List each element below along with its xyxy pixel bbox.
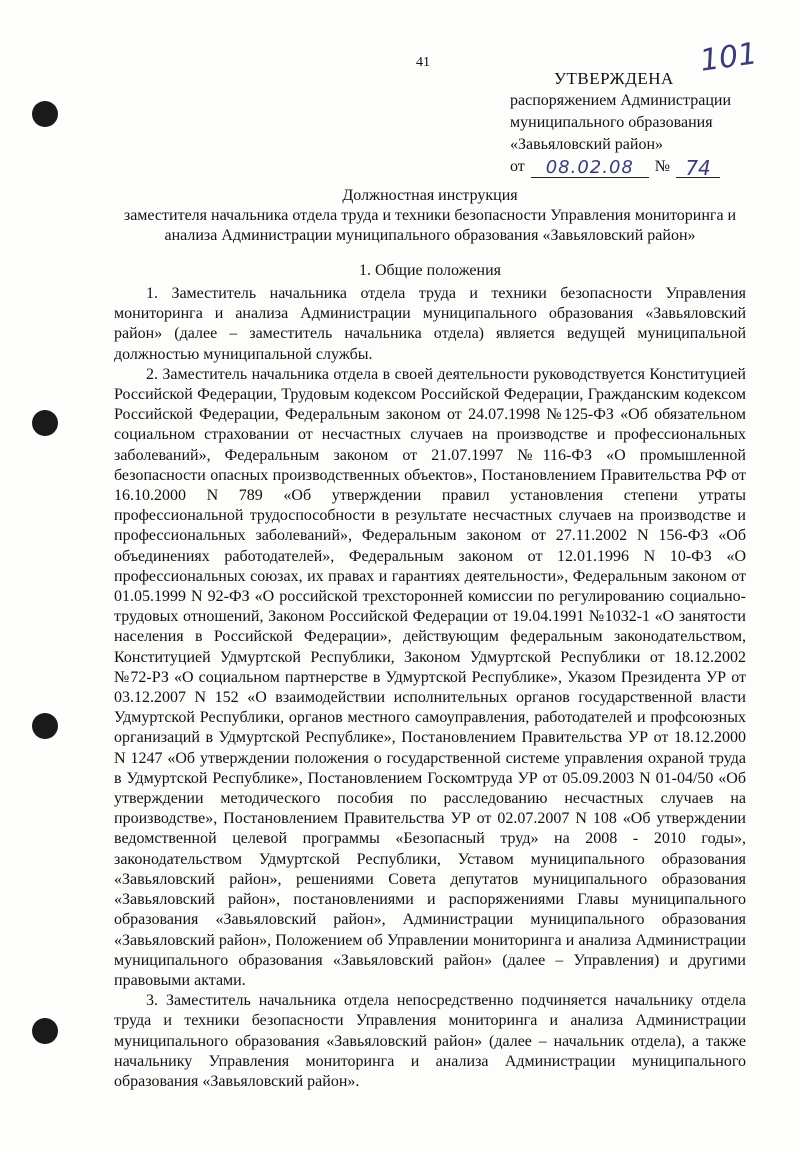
paragraph: 3. Заместитель начальника отдела непосредственно подчиняется начальнику отдела труда и техники безопасности Управления мониторинга и анализа Администрации муниципального образования «Завьяловский район» (далее – начальник отдела), а также начальнику Управления мониторинга и анализа Администрации муниципального образования «Завьяловский район». [114, 992, 746, 1090]
document-body [114, 284, 746, 1092]
approval-date-row [510, 156, 790, 178]
section-title: 1. Общие положения [358, 262, 502, 279]
punch-hole [32, 101, 58, 127]
handwritten-mark: 101 [697, 36, 760, 79]
approval-block [510, 68, 790, 178]
number-label: № [654, 158, 671, 175]
document-title: Должностная инструкция [342, 187, 518, 204]
approval-line: «Завьяловский район» [510, 136, 663, 153]
approval-line: распоряжением Администрации [510, 92, 732, 109]
document-subtitle: заместителя начальника отдела труда и техники безопасности Управления мониторинга и анализа Администрации муниципального образования «Завьяловский район» [123, 207, 737, 244]
paragraph: 1. Заместитель начальника отдела труда и техники безопасности Управления мониторинга и анализа Администрации муниципального образования «Завьяловский район» (далее – заместитель начальника отдела) является ведущей муниципальной должностью муниципальной службы. [114, 285, 746, 363]
punch-hole [32, 1018, 58, 1044]
approval-title: УТВЕРЖДЕНА [554, 69, 674, 88]
page-number: 41 [416, 55, 430, 70]
document-heading [100, 186, 760, 246]
punch-hole [32, 713, 58, 739]
approval-number: 74 [676, 159, 720, 178]
from-label: от [510, 158, 525, 175]
punch-hole [32, 410, 58, 436]
approval-line: муниципального образования [510, 114, 713, 131]
paragraph: 2. Заместитель начальника отдела в своей деятельности руководствуется Конституцией Российской Федерации, Трудовым кодексом Российской Федерации, Гражданским кодексом Российской Федерации, Федеральным законом от 24.07.1998 №125-ФЗ «Об обязательном социальном страховании от несчастных случаев на производстве и профессиональных заболеваний», Федеральным законом от 21.07.1997 №116-ФЗ «О промышленной безопасности опасных производственных объектов», Постановлением Правительства РФ от 16.10.2000 N 789 «Об утверждении правил установления степени утраты профессиональной трудоспособности в результате несчастных случаев на производстве и профессиональных заболеваний», Федеральным законом от 27.11.2002 N 156-ФЗ «Об объединениях работодателей», Федеральным законом от 12.01.1996 N 10-ФЗ «О профессиональных союзах, их правах и гарантиях деятельности», Федеральным законом от 01.05.1999 N 92-ФЗ «О российской трехсторонней комиссии по регулированию социально-трудовых отношений, Законом Российской Федерации от 19.04.1991 №1032-1 «О занятости населения в Российской Федерации», действующим федеральным законодательством, Конституцией Удмуртской Республики, Законом Удмуртской Республики от 18.12.2002 №72-РЗ «О социальном партнерстве в Удмуртской Республике», Указом Президента УР от 03.12.2007 N 152 «О взаимодействии исполнительных органов государственной власти Удмуртской Республики, органов местного самоуправления, работодателей и профсоюзных организаций в Удмуртской Республике», Постановлением Правительства УР от 18.12.2000 N 1247 «Об утверждении положения о государственной системе управления охраной труда в Удмуртской Республике», Постановлением Госкомтруда УР от 05.09.2003 N 01-04/50 «Об утверждении методического пособия по расследованию несчастных случаев на производстве», Постановлением Правительства УР от 02.07.2007 N 108 «Об утверждении ведомственной целевой программы «Безопасный труд» на 2008 - 2010 годы», законодательством Удмуртской Республики, Уставом муниципального образования «Завьяловский район», решениями Совета депутатов муниципального образования «Завьяловский район», постановлениями и распоряжениями Главы муниципального образования «Завьяловский район», Администрации муниципального образования «Завьяловский район», Положением об Управлении мониторинга и анализа Администрации муниципального образования «Завьяловский район» (далее – Управления) и другими правовыми актами. [114, 365, 746, 989]
approval-date: 08.02.08 [531, 159, 649, 178]
